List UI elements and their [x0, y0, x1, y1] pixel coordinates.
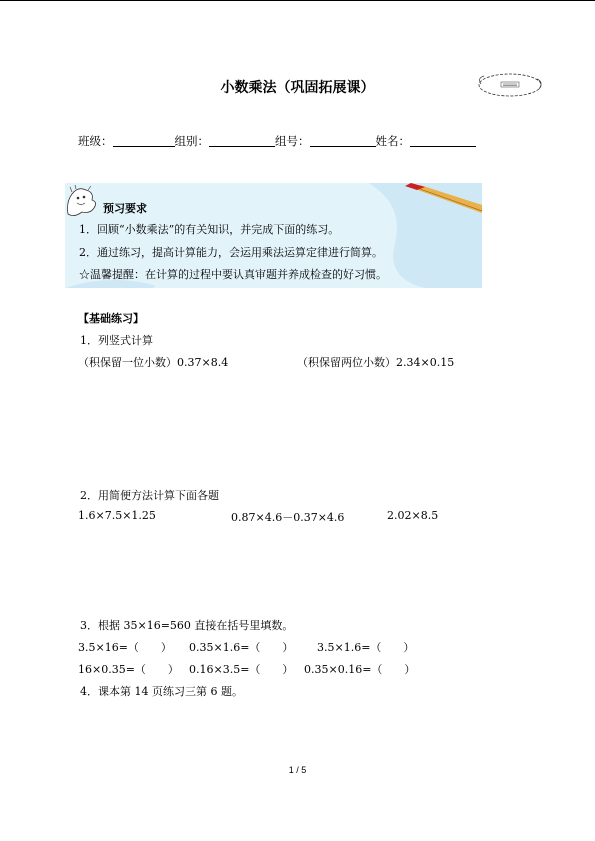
page-number: 1 / 5: [288, 765, 307, 775]
preview-heading: 预习要求: [103, 202, 147, 215]
page-title: 小数乘法（巩固拓展课）: [220, 80, 375, 96]
name-label: 姓名：: [375, 134, 410, 148]
preview-line-2: 2．通过练习，提高计算能力，会运用乘法运算定律进行简算。: [79, 246, 383, 259]
q3-row1-item-3: 3.5×1.6=（ ）: [317, 641, 415, 654]
q3-row1-item-1: 3.5×16=（ ）: [78, 641, 172, 654]
q4-title: 4．课本第 14 页练习三第 6 题。: [80, 685, 243, 698]
q2-item-1: 1.6×7.5×1.25: [78, 509, 156, 522]
q3-row1-item-2: 0.35×1.6=（ ）: [189, 641, 294, 654]
group-label: 组别：: [174, 134, 209, 148]
preview-line-1: 1．回顾“小数乘法”的有关知识，并完成下面的练习。: [79, 223, 340, 236]
group-no-label: 组号：: [275, 134, 310, 148]
q3-row2-item-3: 0.35×0.16=（ ）: [304, 663, 416, 676]
top-border: [0, 0, 595, 1]
group-no-field[interactable]: [310, 134, 376, 147]
cartoon-character-icon: [64, 184, 100, 218]
student-info-line: [78, 133, 476, 149]
q3-row2-item-1: 16×0.35=（ ）: [78, 663, 179, 676]
q2-item-3: 2.02×8.5: [387, 509, 439, 522]
q2-title: 2．用简便方法计算下面各题: [80, 489, 219, 502]
preview-line-3: ☆温馨提醒：在计算的过程中要认真审题并养成检查的好习惯。: [79, 268, 387, 281]
q3-row2-item-2: 0.16×3.5=（ ）: [189, 663, 294, 676]
q3-title: 3．根据 35×16=560 直接在括号里填数。: [80, 619, 294, 632]
logo-stamp-icon: [475, 70, 545, 100]
group-field[interactable]: [209, 134, 275, 147]
name-field[interactable]: [410, 134, 476, 147]
section-basic-heading: 【基础练习】: [78, 312, 144, 325]
q2-item-2: 0.87×4.6－0.37×4.6: [231, 511, 345, 524]
q1-item-1: （积保留一位小数）0.37×8.4: [78, 356, 229, 369]
class-label: 班级：: [78, 134, 113, 148]
q1-item-2: （积保留两位小数）2.34×0.15: [297, 356, 455, 369]
class-field[interactable]: [113, 134, 175, 147]
q1-title: 1．列竖式计算: [80, 334, 153, 347]
